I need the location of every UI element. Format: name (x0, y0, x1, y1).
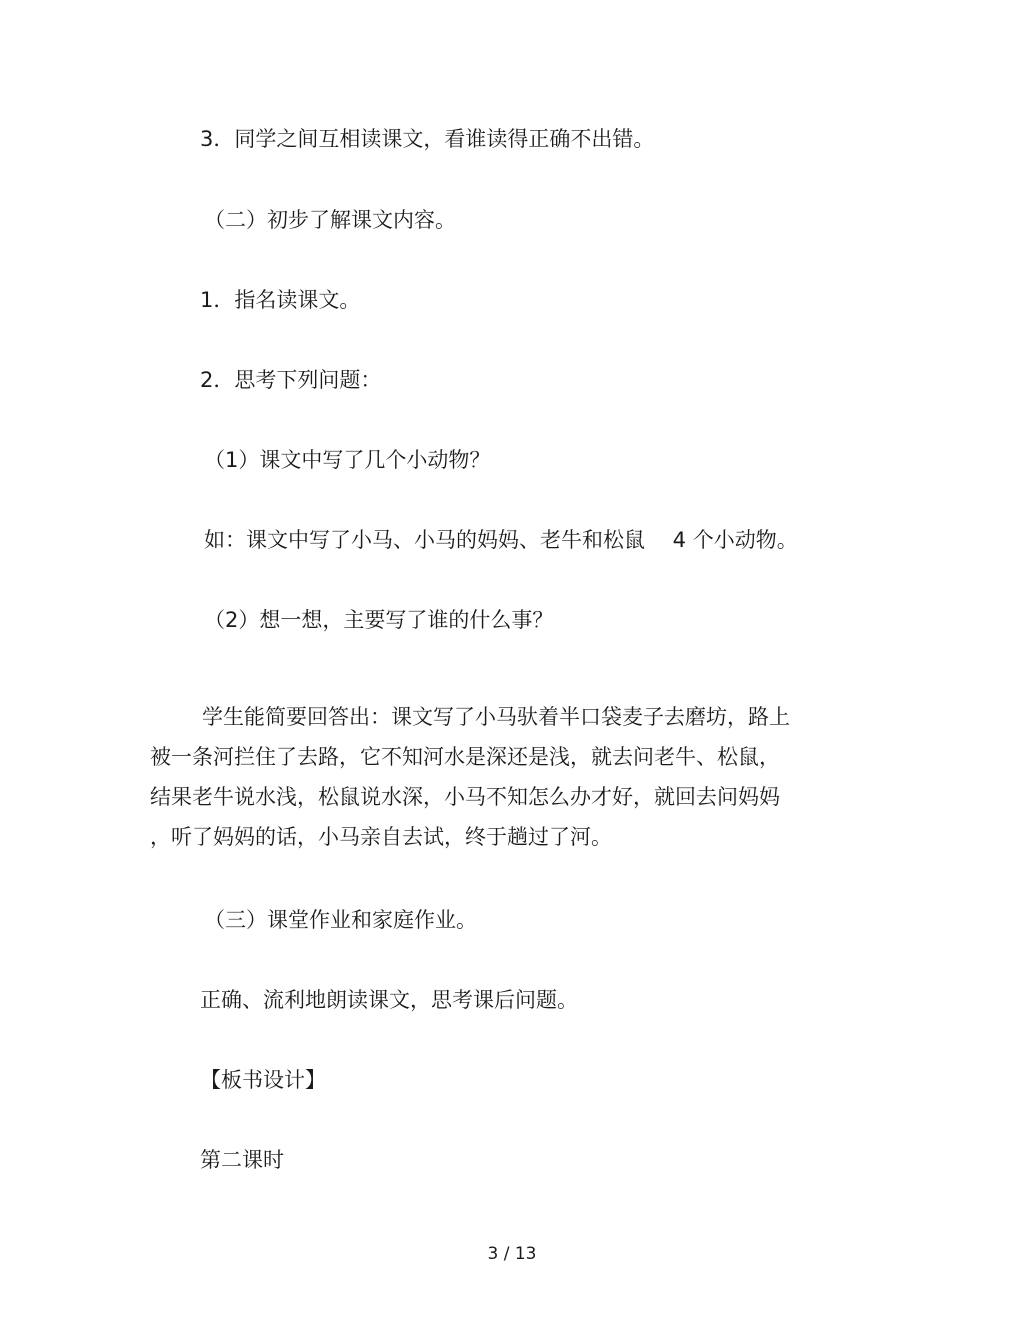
board-design-heading: 【板书设计】 (200, 1068, 326, 1092)
page-number: 3 / 13 (487, 1244, 537, 1264)
text-line-item-3: 3．同学之间互相读课文，看谁读得正确不出错。 (200, 127, 655, 151)
text-line-item-1: 1．指名读课文。 (200, 288, 361, 312)
second-lesson-heading: 第二课时 (200, 1148, 284, 1172)
paragraph-line: ，听了妈妈的话，小马亲自去试，终于趟过了河。 (150, 825, 612, 849)
homework-text: 正确、流利地朗读课文，思考课后问题。 (200, 988, 578, 1012)
question-1: （1）课文中写了几个小动物？ (204, 448, 491, 472)
section-heading-3: （三）课堂作业和家庭作业。 (204, 908, 477, 932)
section-heading-2: （二）初步了解课文内容。 (204, 208, 456, 232)
answer-paragraph (150, 697, 830, 857)
paragraph-line: 被一条河拦住了去路，它不知河水是深还是浅，就去问老牛、松鼠， (150, 745, 780, 769)
question-2: （2）想一想，主要写了谁的什么事？ (204, 608, 554, 632)
paragraph-line: 学生能简要回答出：课文写了小马驮着半口袋麦子去磨坊，路上 (202, 705, 790, 729)
answer-1: 如：课文中写了小马、小马的妈妈、老牛和松鼠 4 个小动物。 (204, 528, 798, 552)
text-line-item-2: 2．思考下列问题： (200, 368, 382, 392)
paragraph-line: 结果老牛说水浅，松鼠说水深，小马不知怎么办才好，就回去问妈妈 (150, 785, 780, 809)
